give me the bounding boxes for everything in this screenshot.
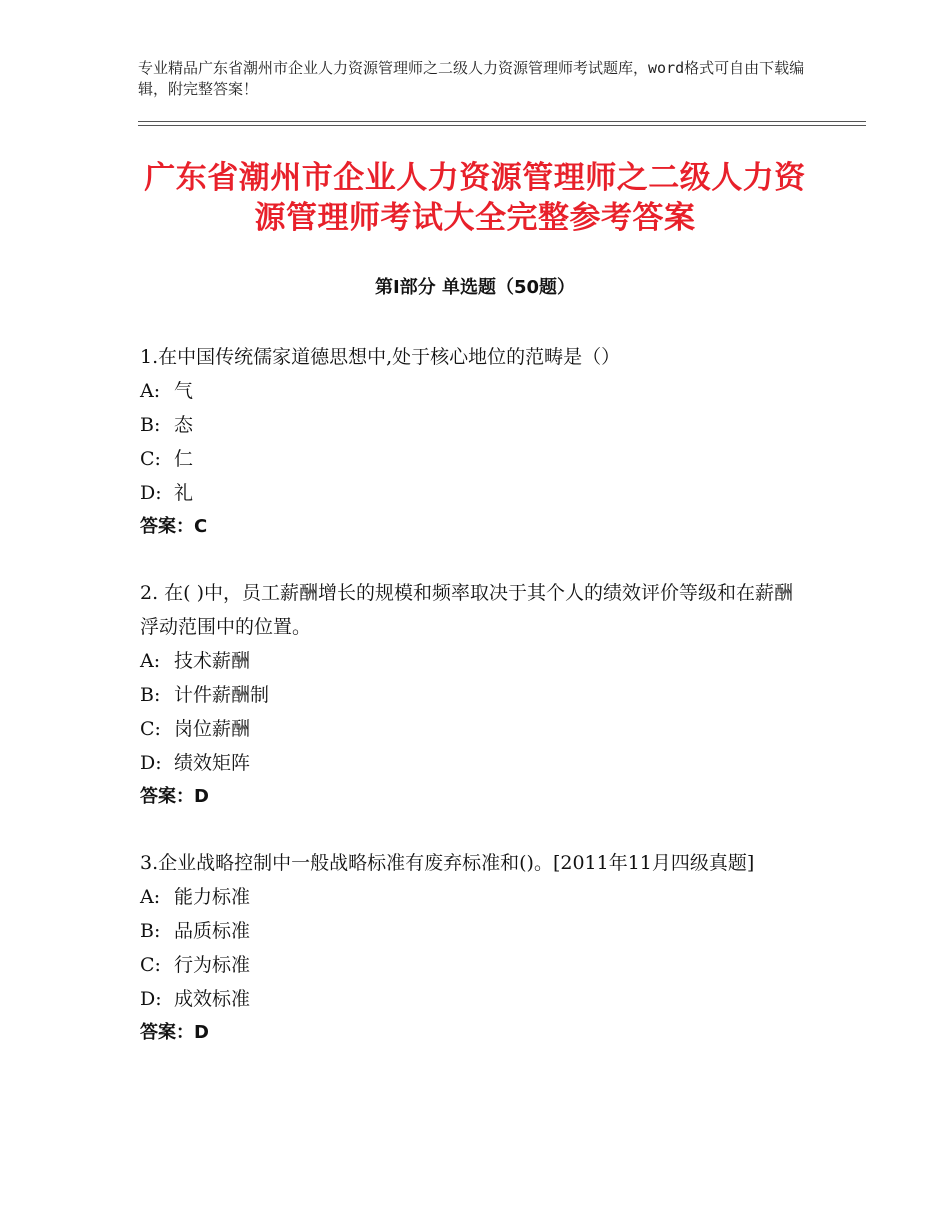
option-text: 能力标准 bbox=[174, 886, 251, 908]
option-c bbox=[140, 948, 810, 982]
question-text: 3.企业战略控制中一般战略标准有废弃标准和()。[2011年11月四级真题] bbox=[140, 852, 755, 874]
option-text: 仁 bbox=[174, 448, 194, 470]
option-text: 气 bbox=[174, 380, 194, 402]
section-heading: 第Ⅰ部分 单选题（50题） bbox=[374, 277, 575, 298]
option-text: 绩效矩阵 bbox=[174, 752, 251, 774]
option-a bbox=[140, 880, 810, 914]
option-letter: B: bbox=[140, 684, 161, 706]
option-letter: A: bbox=[140, 650, 161, 672]
option-letter: A: bbox=[140, 886, 161, 908]
option-text: 技术薪酬 bbox=[174, 650, 251, 672]
option-c bbox=[140, 442, 810, 476]
answer: 答案：D bbox=[140, 786, 209, 807]
question-list bbox=[140, 340, 810, 1082]
option-letter: D: bbox=[140, 752, 162, 774]
option-d bbox=[140, 746, 810, 780]
question-1 bbox=[140, 340, 810, 544]
option-letter: A: bbox=[140, 380, 161, 402]
option-b bbox=[140, 914, 810, 948]
answer: 答案：D bbox=[140, 1022, 209, 1043]
option-letter: C: bbox=[140, 448, 161, 470]
document-title: 广东省潮州市企业人力资源管理师之二级人力资源管理师考试大全完整参考答案 bbox=[144, 160, 806, 236]
option-letter: C: bbox=[140, 954, 161, 976]
question-3 bbox=[140, 846, 810, 1050]
option-text: 态 bbox=[174, 414, 194, 436]
option-text: 岗位薪酬 bbox=[174, 718, 251, 740]
header-divider-top bbox=[138, 121, 866, 122]
option-letter: C: bbox=[140, 718, 161, 740]
option-d bbox=[140, 982, 810, 1016]
option-letter: B: bbox=[140, 414, 161, 436]
question-2 bbox=[140, 576, 810, 814]
option-text: 计件薪酬制 bbox=[174, 684, 270, 706]
question-text: 2. 在( )中，员工薪酬增长的规模和频率取决于其个人的绩效评价等级和在薪酬浮动范围中的位置。 bbox=[140, 582, 794, 638]
option-text: 礼 bbox=[174, 482, 194, 504]
header-divider-bottom bbox=[138, 125, 866, 126]
option-letter: D: bbox=[140, 482, 162, 504]
option-text: 成效标准 bbox=[174, 988, 251, 1010]
option-letter: B: bbox=[140, 920, 161, 942]
option-text: 行为标准 bbox=[174, 954, 251, 976]
question-text: 1.在中国传统儒家道德思想中,处于核心地位的范畴是（） bbox=[140, 346, 621, 368]
option-text: 品质标准 bbox=[174, 920, 251, 942]
answer: 答案：C bbox=[140, 516, 208, 537]
option-letter: D: bbox=[140, 988, 162, 1010]
option-b bbox=[140, 408, 810, 442]
option-d bbox=[140, 476, 810, 510]
option-a bbox=[140, 374, 810, 408]
option-b bbox=[140, 678, 810, 712]
option-a bbox=[140, 644, 810, 678]
header-note: 专业精品广东省潮州市企业人力资源管理师之二级人力资源管理师考试题库，word格式可自由下载编辑，附完整答案！ bbox=[138, 59, 805, 98]
option-c bbox=[140, 712, 810, 746]
